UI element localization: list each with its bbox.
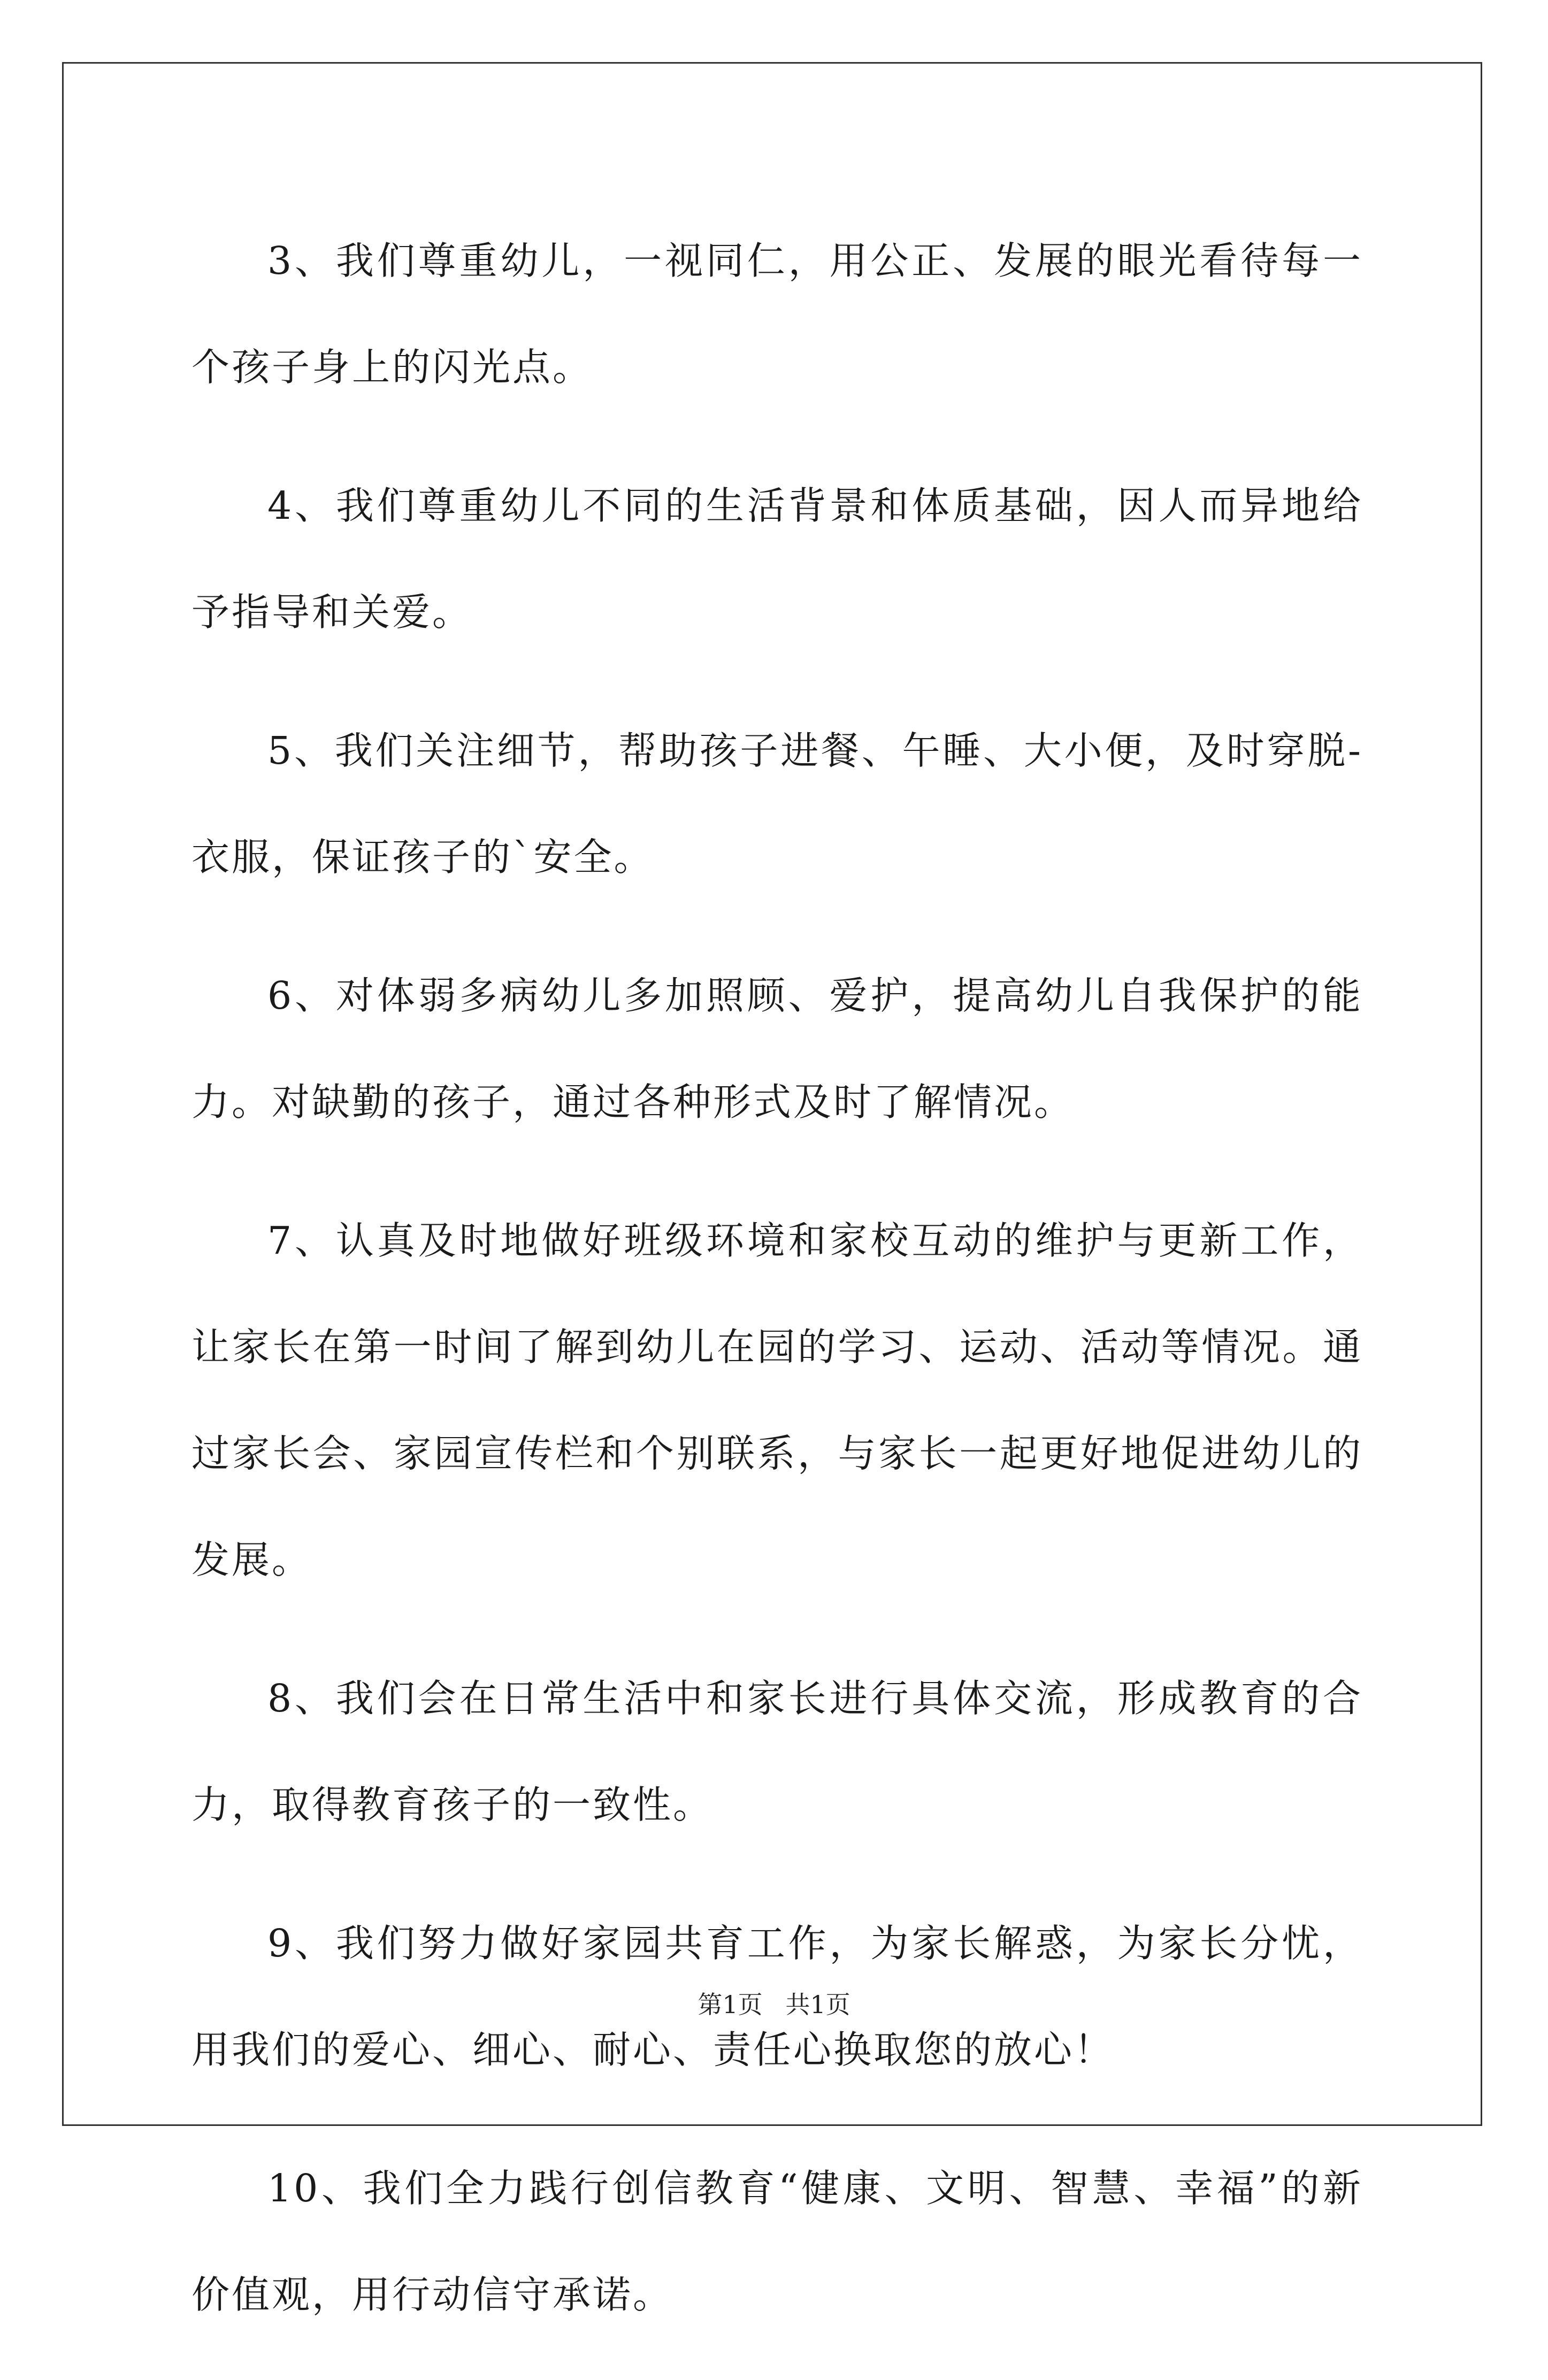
- page-number-total: 共1页: [785, 1990, 850, 2019]
- paragraph-item-5: 5、我们关注细节，帮助孩子进餐、午睡、大小便，及时穿脱-衣服，保证孩子的`安全。: [191, 728, 1363, 879]
- page-number-current: 第1页: [698, 1990, 763, 2019]
- paragraph-item-8: 8、我们会在日常生活中和家长进行具体交流，形成教育的合力，取得教育孩子的一致性。: [191, 1676, 1363, 1827]
- document-body: [191, 208, 1363, 2380]
- paragraph-item-6: 6、对体弱多病幼儿多加照顾、爱护，提高幼儿自我保护的能力。对缺勤的孩子，通过各种形式及时了解情况。: [191, 973, 1363, 1124]
- paragraph-item-10: 10、我们全力践行创信教育“健康、文明、智慧、幸福”的新价值观，用行动信守承诺。: [191, 2166, 1363, 2317]
- paragraph-item-3: 3、我们尊重幼儿，一视同仁，用公正、发展的眼光看待每一个孩子身上的闪光点。: [191, 239, 1363, 389]
- paragraph-item-4: 4、我们尊重幼儿不同的生活背景和体质基础，因人而异地给予指导和关爱。: [191, 483, 1363, 634]
- page-footer: [0, 1989, 1548, 2021]
- paragraph-item-7: 7、认真及时地做好班级环境和家校互动的维护与更新工作，让家长在第一时间了解到幼儿在园的学习、运动、活动等情况。通过家长会、家园宣传栏和个别联系，与家长一起更好地促进幼儿的发展。: [191, 1218, 1363, 1582]
- paragraph-item-9: 9、我们努力做好家园共育工作，为家长解惑，为家长分忧，用我们的爱心、细心、耐心、责任心换取您的放心！: [191, 1921, 1363, 2072]
